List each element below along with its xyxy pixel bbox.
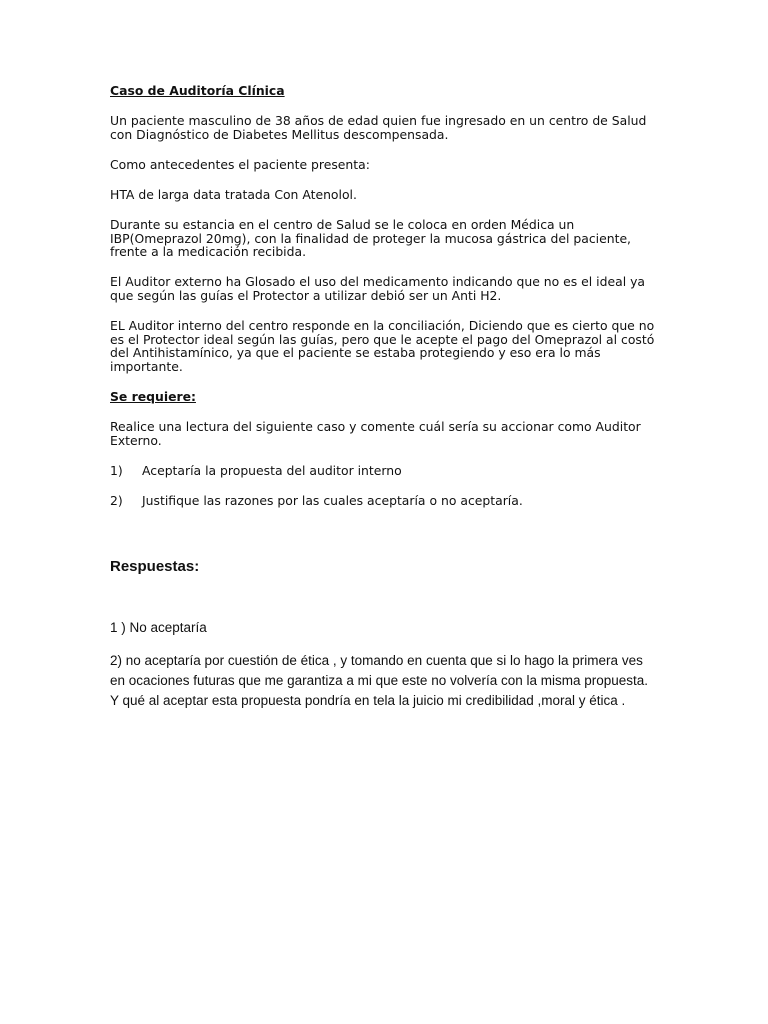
question-number: 1) (110, 462, 123, 478)
question-item (110, 494, 655, 508)
answers-section (110, 558, 670, 709)
paragraph-antecedents: Como antecedentes el paciente presenta: (110, 156, 370, 172)
question-text: Aceptaría la propuesta del auditor interno (142, 462, 402, 478)
answer-2: 2) no aceptaría por cuestión de ética , y tomando en cuenta que si lo hago la primera ves en ocaciones futuras que me garantiza a mi que este no volvería con la misma propuesta. Y qué al aceptar esta propuesta pondría en tela la juicio mi credibilidad ,moral y ética . (110, 653, 649, 709)
document-body (110, 84, 655, 524)
question-item (110, 464, 655, 478)
paragraph-hta: HTA de larga data tratada Con Atenolol. (110, 186, 357, 202)
requirement-heading: Se requiere: (110, 388, 196, 404)
question-number: 2) (110, 492, 123, 508)
paragraph-internal-auditor: EL Auditor interno del centro responde en la conciliación, Diciendo que es cierto que no es el Protector ideal según las guías, pero que le acepte el pago del Omeprazol al costó del Antihistamínico, ya que el paciente se estaba protegiendo y eso era lo más importante. (110, 317, 655, 374)
document-title: Caso de Auditoría Clínica (110, 83, 285, 98)
answer-1: 1 ) No aceptaría (110, 620, 207, 635)
paragraph-external-auditor: El Auditor externo ha Glosado el uso del medicamento indicando que no es el ideal ya que según las guías el Protector a utilizar debió ser un Anti H2. (110, 274, 646, 303)
question-text: Justifique las razones por las cuales aceptaría o no aceptaría. (142, 492, 523, 508)
paragraph-patient: Un paciente masculino de 38 años de edad quien fue ingresado en un centro de Salud con Diagnóstico de Diabetes Mellitus descompensada. (110, 113, 647, 142)
answers-heading: Respuestas: (110, 558, 200, 575)
paragraph-stay: Durante su estancia en el centro de Salud se le coloca en orden Médica un IBP(Omeprazol 20mg), con la finalidad de proteger la mucosa gástrica del paciente, frente a la medicación recibida. (110, 216, 631, 260)
requirement-text: Realice una lectura del siguiente caso y comente cuál sería su accionar como Auditor Externo. (110, 418, 641, 448)
